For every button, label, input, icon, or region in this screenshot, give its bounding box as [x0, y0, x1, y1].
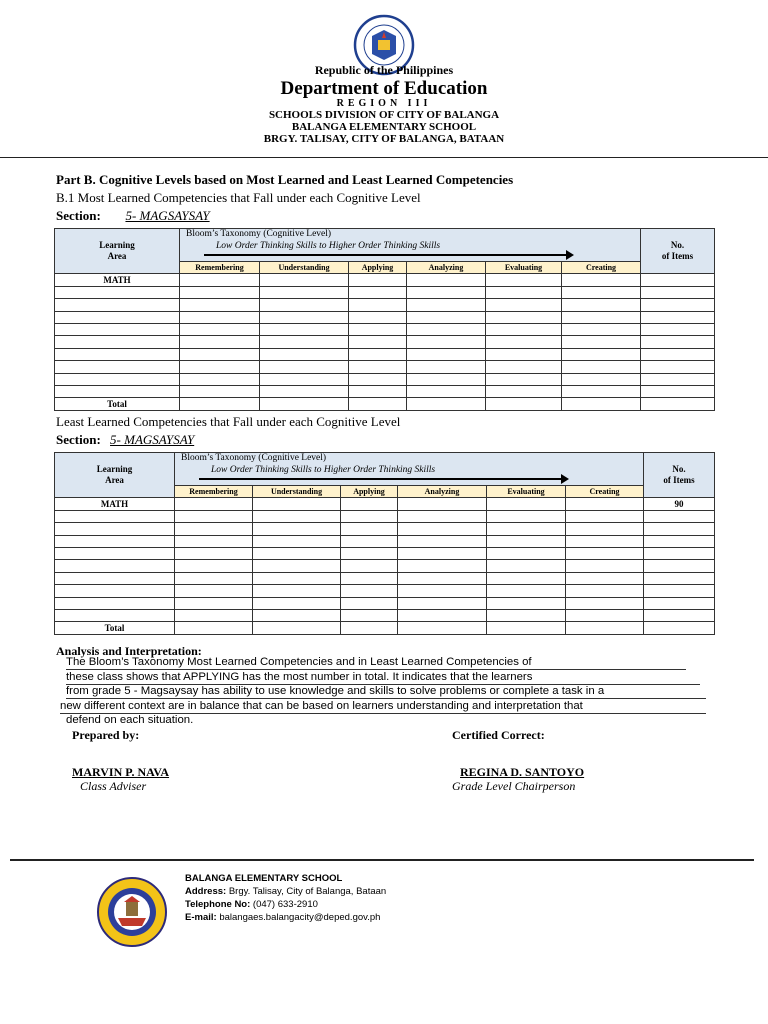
total-label: Total	[55, 622, 175, 634]
table-cell	[407, 311, 486, 323]
table-cell	[55, 560, 175, 572]
table-cell	[349, 348, 407, 360]
table-cell	[260, 385, 349, 397]
table-cell	[644, 510, 715, 522]
table-cell	[341, 510, 398, 522]
table-cell	[562, 385, 641, 397]
table-cell	[398, 498, 487, 510]
table-cell	[407, 373, 486, 385]
table-cell	[566, 547, 644, 559]
arrow-right-icon	[204, 254, 568, 256]
arrow-right-icon	[199, 478, 563, 480]
table-cell	[349, 323, 407, 335]
table-cell	[55, 547, 175, 559]
least-learned-table	[54, 452, 715, 635]
table-cell	[566, 498, 644, 510]
least-title: Least Learned Competencies that Fall under each Cognitive Level	[56, 414, 401, 429]
table-cell	[180, 373, 260, 385]
table-row	[55, 535, 715, 547]
table-cell	[487, 547, 566, 559]
table-cell	[486, 398, 562, 410]
table-cell	[349, 373, 407, 385]
table-row	[55, 323, 715, 335]
analysis-line: these class shows that APPLYING has the most number in total. It indicates that the learners	[66, 670, 700, 685]
level-evaluating: Evaluating	[486, 262, 562, 274]
level-analyzing: Analyzing	[398, 486, 487, 498]
table-cell	[407, 286, 486, 298]
table-cell	[180, 286, 260, 298]
table-cell	[253, 597, 341, 609]
table-cell	[253, 572, 341, 584]
table-cell	[253, 547, 341, 559]
table-cell	[486, 336, 562, 348]
table-row	[55, 348, 715, 360]
footer-divider	[10, 859, 754, 861]
table-cell	[398, 535, 487, 547]
level-creating: Creating	[562, 262, 641, 274]
table-cell	[175, 572, 253, 584]
table-cell	[175, 547, 253, 559]
table-cell	[398, 597, 487, 609]
bloom-title: Bloom’s Taxonomy (Cognitive Level)	[181, 453, 327, 463]
level-remembering: Remembering	[180, 262, 260, 274]
table-cell	[562, 286, 641, 298]
table-cell	[562, 361, 641, 373]
table-cell	[175, 622, 253, 634]
footer-phone: Telephone No: (047) 633-2910	[185, 899, 318, 910]
table-cell	[349, 336, 407, 348]
division-line: SCHOOLS DIVISION OF CITY OF BALANGA	[268, 109, 500, 121]
analysis-line: The Bloom’s Taxonomy Most Learned Competencies and in Least Learned Competencies of	[66, 655, 686, 670]
table-cell	[566, 523, 644, 535]
table-cell	[55, 323, 180, 335]
table-cell	[641, 311, 715, 323]
table-cell	[341, 498, 398, 510]
table-cell	[349, 361, 407, 373]
table-cell	[644, 547, 715, 559]
section-value: 5- MAGSAYSAY	[125, 208, 210, 223]
table-cell	[562, 348, 641, 360]
table-cell	[486, 361, 562, 373]
table-cell	[641, 286, 715, 298]
table-row	[55, 385, 715, 397]
table-cell	[398, 547, 487, 559]
table-cell	[180, 398, 260, 410]
table-cell	[260, 361, 349, 373]
table-cell	[55, 609, 175, 621]
table-cell	[260, 286, 349, 298]
table-cell	[180, 311, 260, 323]
certified-position: Grade Level Chairperson	[452, 779, 576, 793]
table-row	[55, 609, 715, 621]
table-cell	[341, 547, 398, 559]
address-line: BRGY. TALISAY, CITY OF BALANGA, BATAAN	[263, 133, 505, 145]
table-cell	[487, 523, 566, 535]
table-cell	[407, 299, 486, 311]
level-evaluating: Evaluating	[487, 486, 566, 498]
table-cell	[253, 535, 341, 547]
table-cell	[260, 299, 349, 311]
table-cell	[487, 510, 566, 522]
table-cell	[407, 274, 486, 286]
table-cell	[487, 609, 566, 621]
table-cell	[644, 622, 715, 634]
table-cell	[407, 361, 486, 373]
table-cell	[175, 609, 253, 621]
table-cell	[55, 585, 175, 597]
table-cell	[398, 560, 487, 572]
table-cell	[486, 323, 562, 335]
table-cell	[175, 560, 253, 572]
table-cell	[566, 585, 644, 597]
bloom-subtitle: Low Order Thinking Skills to Higher Order Thinking Skills	[211, 465, 436, 475]
table-cell	[341, 585, 398, 597]
table-cell	[566, 597, 644, 609]
region-line: REGION III	[336, 98, 432, 109]
table-cell	[641, 336, 715, 348]
table-cell	[55, 510, 175, 522]
analysis-line: from grade 5 - Magsaysay has ability to use knowledge and skills to solve problems or complete a task in a	[66, 684, 706, 699]
table-cell	[349, 274, 407, 286]
table-cell	[175, 510, 253, 522]
table-cell	[55, 535, 175, 547]
table-cell	[55, 336, 180, 348]
prepared-name: MARVIN P. NAVA	[72, 765, 170, 779]
part-b-title: Part B. Cognitive Levels based on Most Learned and Least Learned Competencies	[56, 172, 514, 187]
table-cell	[349, 299, 407, 311]
table-cell	[341, 572, 398, 584]
footer-address: Address: Brgy. Talisay, City of Balanga, Bataan	[185, 886, 387, 897]
table-row	[55, 286, 715, 298]
analysis-heading: Analysis and Interpretation:	[56, 644, 202, 658]
table-cell	[175, 585, 253, 597]
table-cell	[341, 622, 398, 634]
table-cell	[641, 373, 715, 385]
table-row	[55, 510, 715, 522]
level-understanding: Understanding	[260, 262, 349, 274]
bloom-header	[180, 229, 641, 262]
level-remembering: Remembering	[175, 486, 253, 498]
table-cell	[562, 274, 641, 286]
table-cell	[398, 510, 487, 522]
table-cell	[407, 348, 486, 360]
table-cell	[180, 385, 260, 397]
level-understanding: Understanding	[253, 486, 341, 498]
analysis-line: defend on each situation.	[66, 714, 194, 727]
table-cell	[487, 585, 566, 597]
table-cell	[562, 373, 641, 385]
table-cell	[487, 572, 566, 584]
table-row	[55, 274, 715, 286]
table-cell	[253, 609, 341, 621]
table-cell	[55, 385, 180, 397]
table-cell	[486, 274, 562, 286]
table-cell	[180, 361, 260, 373]
table-row	[55, 523, 715, 535]
table-cell	[486, 373, 562, 385]
certified-name: REGINA D. SANTOYO	[460, 765, 585, 779]
table-cell	[349, 398, 407, 410]
table-cell	[180, 336, 260, 348]
table-cell	[566, 535, 644, 547]
school-logo-icon	[96, 876, 168, 948]
table-cell	[180, 348, 260, 360]
table-cell	[486, 286, 562, 298]
table-cell	[641, 361, 715, 373]
table-cell	[55, 523, 175, 535]
republic-line: Republic of the Philippines	[314, 63, 454, 77]
table-cell	[398, 622, 487, 634]
table-cell	[487, 498, 566, 510]
table-cell	[641, 323, 715, 335]
section-value: 5- MAGSAYSAY	[110, 432, 195, 447]
table-cell	[644, 572, 715, 584]
level-analyzing: Analyzing	[407, 262, 486, 274]
table-cell	[260, 311, 349, 323]
table-cell	[644, 597, 715, 609]
section-label: Section:	[56, 208, 101, 223]
table-cell	[253, 510, 341, 522]
table-cell	[398, 585, 487, 597]
section-label: Section:	[56, 432, 101, 447]
level-applying: Applying	[349, 262, 407, 274]
table-row	[55, 572, 715, 584]
table-cell	[341, 535, 398, 547]
table-cell	[487, 535, 566, 547]
table-cell	[55, 286, 180, 298]
prepared-label: Prepared by:	[72, 728, 140, 742]
bloom-header	[175, 453, 644, 486]
table-row	[55, 597, 715, 609]
table-row	[55, 498, 715, 510]
table-cell	[341, 597, 398, 609]
table-cell	[641, 299, 715, 311]
table-cell	[566, 609, 644, 621]
table-row	[55, 299, 715, 311]
table-cell	[562, 323, 641, 335]
table-cell	[486, 299, 562, 311]
level-applying: Applying	[341, 486, 398, 498]
prepared-position: Class Adviser	[80, 779, 147, 793]
table-cell	[562, 311, 641, 323]
table-cell	[55, 311, 180, 323]
table-cell	[407, 385, 486, 397]
table-cell	[55, 348, 180, 360]
learning-area-header: Learning Area	[55, 453, 175, 498]
table-cell	[253, 585, 341, 597]
table-cell	[644, 585, 715, 597]
table-cell	[341, 560, 398, 572]
table-cell	[55, 299, 180, 311]
school-line: BALANGA ELEMENTARY SCHOOL	[291, 121, 477, 133]
most-learned-table	[54, 228, 715, 411]
total-label: Total	[55, 398, 180, 410]
table-cell	[486, 348, 562, 360]
no-items-value: 90	[644, 498, 715, 510]
analysis-line: new different context are in balance that can be based on learners understanding and interpretation that	[60, 699, 706, 714]
no-items-header: No. of Items	[641, 229, 715, 274]
table-cell	[341, 523, 398, 535]
table-cell	[644, 560, 715, 572]
table-cell	[407, 336, 486, 348]
no-items-header: No. of Items	[644, 453, 715, 498]
header-divider	[0, 157, 768, 158]
table-cell	[644, 609, 715, 621]
table-cell	[566, 560, 644, 572]
table-cell	[253, 498, 341, 510]
table-row	[55, 373, 715, 385]
learning-area-header: Learning Area	[55, 229, 180, 274]
table-row	[55, 560, 715, 572]
table-cell	[349, 311, 407, 323]
table-cell	[566, 510, 644, 522]
table-cell	[349, 385, 407, 397]
table-row	[55, 585, 715, 597]
table-cell	[562, 336, 641, 348]
bloom-subtitle: Low Order Thinking Skills to Higher Order Thinking Skills	[216, 241, 441, 251]
table-cell	[487, 622, 566, 634]
table-cell	[641, 398, 715, 410]
table-cell	[486, 311, 562, 323]
table-cell	[562, 398, 641, 410]
section-line-2	[56, 432, 194, 448]
table-cell	[180, 274, 260, 286]
table-cell	[398, 609, 487, 621]
department-title: Department of Education	[280, 78, 488, 99]
no-items-value	[641, 274, 715, 286]
table-cell	[55, 597, 175, 609]
table-row	[55, 311, 715, 323]
bloom-title: Bloom’s Taxonomy (Cognitive Level)	[186, 229, 332, 239]
table-cell	[487, 560, 566, 572]
table-cell	[566, 622, 644, 634]
table-cell	[253, 560, 341, 572]
table-cell	[566, 572, 644, 584]
table-cell	[341, 609, 398, 621]
table-cell	[644, 535, 715, 547]
table-cell	[55, 572, 175, 584]
section-line-1	[56, 208, 225, 224]
total-row	[55, 398, 715, 410]
learning-area-math: MATH	[55, 498, 175, 510]
total-row	[55, 622, 715, 634]
table-cell	[55, 373, 180, 385]
table-cell	[562, 299, 641, 311]
table-cell	[180, 323, 260, 335]
footer-email: E-mail: balangaes.balangacity@deped.gov.ph	[185, 912, 381, 923]
table-cell	[180, 299, 260, 311]
table-cell	[260, 336, 349, 348]
table-cell	[55, 361, 180, 373]
table-row	[55, 547, 715, 559]
learning-area-math: MATH	[55, 274, 180, 286]
table-cell	[487, 597, 566, 609]
table-cell	[253, 622, 341, 634]
table-row	[55, 361, 715, 373]
level-creating: Creating	[566, 486, 644, 498]
table-cell	[641, 385, 715, 397]
table-cell	[260, 323, 349, 335]
table-cell	[641, 348, 715, 360]
table-cell	[175, 523, 253, 535]
table-cell	[398, 572, 487, 584]
b1-title: B.1 Most Learned Competencies that Fall under each Cognitive Level	[56, 190, 421, 205]
certified-label: Certified Correct:	[452, 728, 545, 742]
table-cell	[260, 274, 349, 286]
table-cell	[398, 523, 487, 535]
table-cell	[407, 323, 486, 335]
table-cell	[349, 286, 407, 298]
table-cell	[644, 523, 715, 535]
table-cell	[175, 498, 253, 510]
table-cell	[253, 523, 341, 535]
table-cell	[175, 597, 253, 609]
table-cell	[486, 385, 562, 397]
footer-school: BALANGA ELEMENTARY SCHOOL	[185, 873, 343, 884]
table-cell	[407, 398, 486, 410]
table-cell	[260, 348, 349, 360]
table-cell	[175, 535, 253, 547]
table-cell	[260, 373, 349, 385]
table-cell	[260, 398, 349, 410]
table-row	[55, 336, 715, 348]
